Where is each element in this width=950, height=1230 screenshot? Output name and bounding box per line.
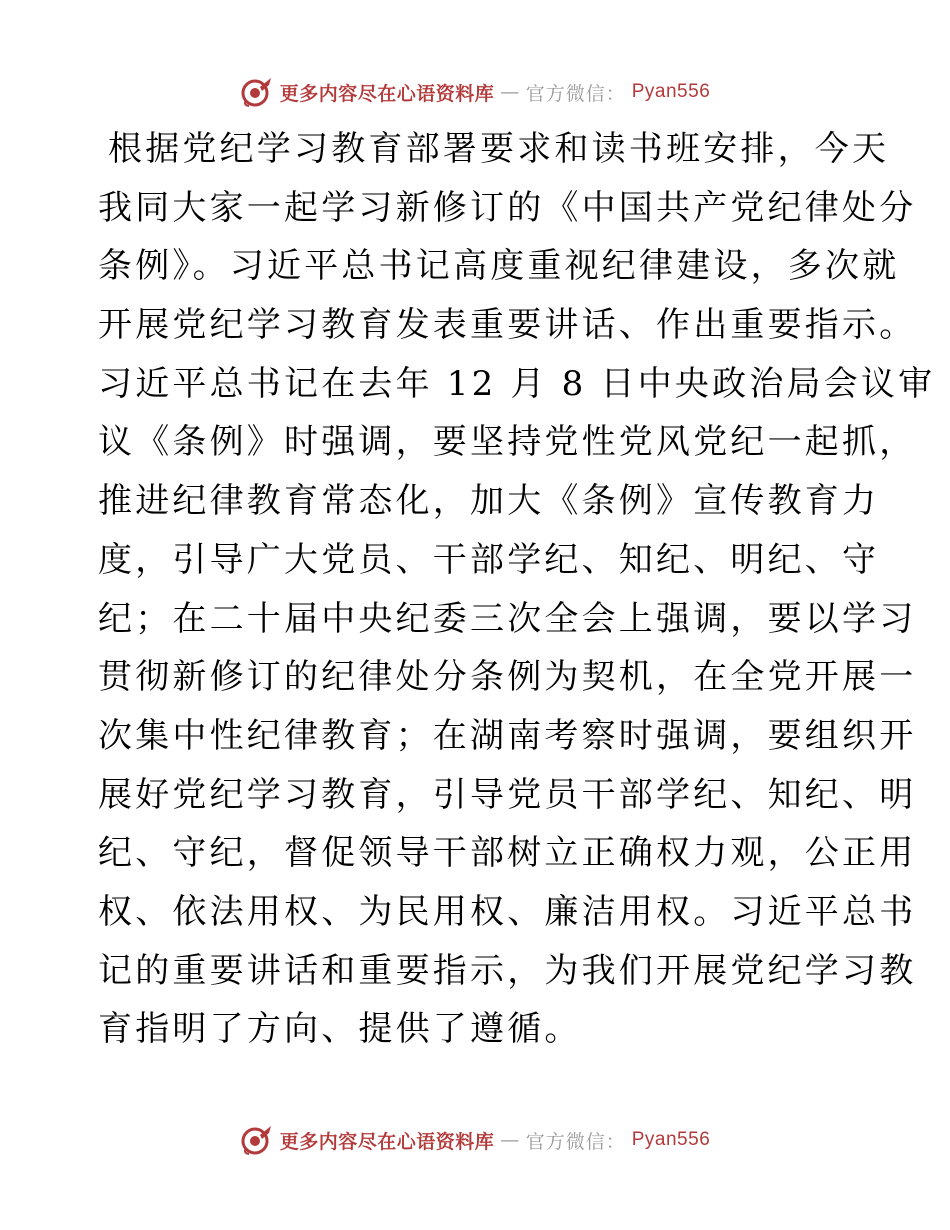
footer-watermark: [0, 1120, 950, 1160]
body-line: 展好党纪学习教育，引导党员干部学纪、知纪、明: [98, 774, 917, 815]
pen-nib-logo-icon: [240, 75, 274, 109]
body-line: 条例》。习近平总书记高度重视纪律建设，多次就: [98, 246, 900, 287]
watermark-wechat-id: Pyan556: [631, 1129, 711, 1150]
body-line: 推进纪律教育常态化，加大《条例》宣传教育力: [98, 481, 880, 522]
watermark-site-name: 更多内容尽在心语资料库: [279, 1130, 495, 1153]
body-line: 权、依法用权、为民用权、廉洁用权。习近平总书: [98, 891, 917, 932]
document-body: [98, 120, 936, 1059]
header-watermark: [0, 72, 950, 112]
body-line: 根据党纪学习教育部署要求和读书班安排，今天: [108, 129, 890, 169]
watermark-dash: —: [500, 1129, 520, 1151]
watermark-site-name: 更多内容尽在心语资料库: [279, 82, 495, 105]
watermark-wechat-id: Pyan556: [631, 81, 711, 102]
body-line: 习近平总书记在去年 12 月 8 日中央政治局会议审: [98, 363, 936, 404]
watermark-wechat-label: 官方微信：: [525, 1130, 626, 1153]
pen-nib-logo-icon: [240, 1123, 274, 1157]
watermark-wechat-label: 官方微信：: [525, 82, 626, 105]
body-line: 开展党纪学习教育发表重要讲话、作出重要指示。: [98, 305, 917, 346]
body-line: 育指明了方向、提供了遵循。: [98, 1009, 582, 1050]
body-line: 纪、守纪，督促领导干部树立正确权力观，公正用: [98, 833, 917, 874]
body-line: 度，引导广大党员、干部学纪、知纪、明纪、守: [98, 539, 880, 580]
watermark-dash: —: [500, 81, 520, 103]
body-line: 纪；在二十届中央纪委三次全会上强调，要以学习: [98, 598, 917, 639]
body-line: 次集中性纪律教育；在湖南考察时强调，要组织开: [98, 715, 917, 756]
body-line: 议《条例》时强调，要坚持党性党风党纪一起抓，: [98, 422, 917, 463]
body-line: 贯彻新修订的纪律处分条例为契机，在全党开展一: [98, 657, 917, 698]
body-line: 我同大家一起学习新修订的《中国共产党纪律处分: [98, 187, 917, 228]
body-line: 记的重要讲话和重要指示，为我们开展党纪学习教: [98, 950, 917, 991]
